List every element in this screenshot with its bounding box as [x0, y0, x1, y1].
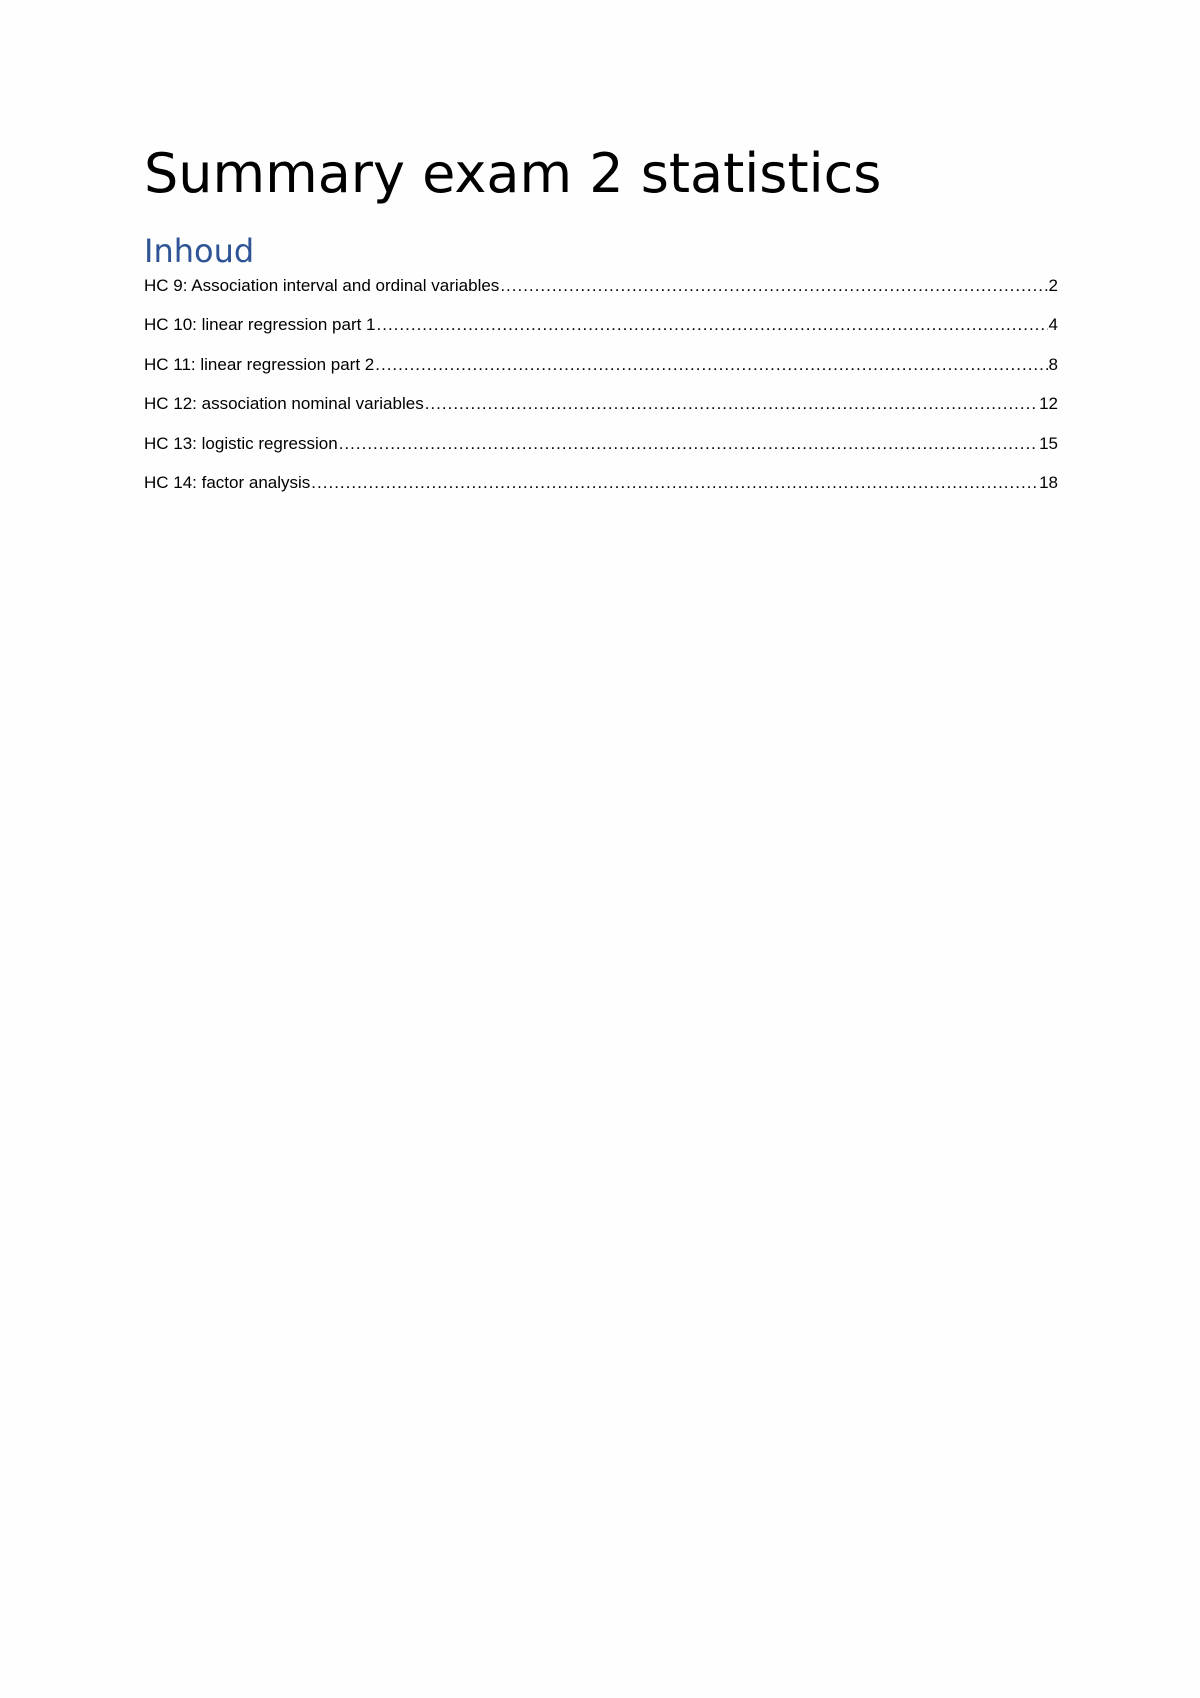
toc-dot-leader [339, 434, 1038, 454]
toc-heading: Inhoud [144, 232, 255, 270]
toc-entry-hc10[interactable] [144, 315, 1058, 354]
toc-entry-text: HC 9: Association interval and ordinal variables [144, 276, 500, 295]
toc-dot-leader [500, 276, 1047, 296]
toc-entry-hc11[interactable] [144, 355, 1058, 394]
toc-page-number: 8 [1048, 354, 1058, 374]
toc-entry-hc12[interactable] [144, 394, 1058, 433]
toc-entry-hc13[interactable] [144, 434, 1058, 473]
document-title: Summary exam 2 statistics [144, 142, 882, 205]
toc-page-number: 12 [1039, 394, 1058, 414]
toc-dot-leader [377, 315, 1048, 335]
toc-entry-hc9[interactable] [144, 276, 1058, 315]
table-of-contents [144, 276, 1058, 512]
toc-entry-text: HC 10: linear regression part 1 [144, 315, 376, 335]
toc-page-number: 2 [1048, 276, 1058, 295]
toc-page-number: 18 [1039, 472, 1058, 492]
toc-entry-text: HC 12: association nominal variables [144, 394, 424, 414]
toc-page-number: 15 [1039, 433, 1058, 453]
toc-entry-text: HC 13: logistic regression [144, 433, 338, 453]
toc-entry-text: HC 14: factor analysis [144, 472, 311, 492]
toc-entry-text: HC 11: linear regression part 2 [144, 354, 375, 374]
toc-dot-leader [425, 394, 1038, 414]
toc-dot-leader [311, 473, 1038, 493]
toc-page-number: 4 [1048, 315, 1058, 335]
toc-dot-leader [375, 355, 1047, 375]
toc-entry-hc14[interactable] [144, 473, 1058, 512]
